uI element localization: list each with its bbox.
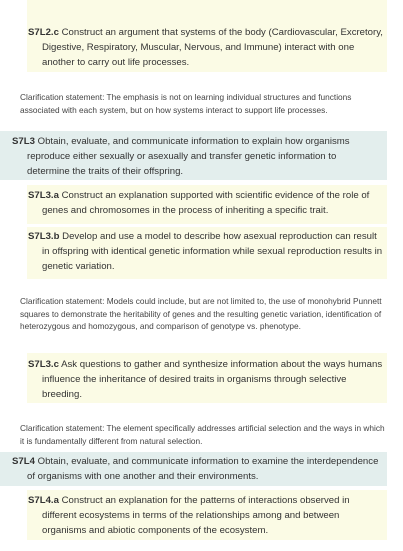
standard-s7l3 bbox=[0, 131, 387, 180]
element-code: S7L2.c bbox=[28, 27, 59, 38]
element-s7l3c bbox=[27, 353, 387, 403]
standard-code: S7L3 bbox=[12, 136, 35, 147]
element-code: S7L3.a bbox=[28, 190, 59, 201]
standard-code: S7L4 bbox=[12, 456, 35, 467]
standard-text: Obtain, evaluate, and communicate information to explain how organisms reproduce either sexually or asexually and transfer genetic information to determine the traits of their offspring. bbox=[27, 136, 350, 177]
clarification-statement: Clarification statement: The emphasis is not on learning individual structures and functions associated with each system, but on how systems interact to support life processes. bbox=[20, 92, 352, 115]
standard-s7l4 bbox=[0, 452, 387, 486]
element-text: Construct an explanation supported with scientific evidence of the role of genes and chromosomes in the process of inheriting a specific trait. bbox=[42, 190, 370, 216]
element-text: Ask questions to gather and synthesize information about the ways humans influence the inheritance of desired traits in organisms through selective breeding. bbox=[42, 359, 383, 400]
element-code: S7L4.a bbox=[28, 495, 59, 506]
clarification-statement: Clarification statement: Models could include, but are not limited to, the use of monohybrid Punnett squares to demonstrate the heritability of genes and the resulting genetic variation, identification of heterozygous and homozygous, and comparison of genotype vs. phenotype. bbox=[20, 296, 382, 332]
element-text: Construct an explanation for the patterns of interactions observed in different ecosystems in terms of the relationships among and between organisms and abiotic components of the ecosystem. bbox=[42, 495, 350, 536]
standard-text: Obtain, evaluate, and communicate information to examine the interdependence of organisms with one another and their environments. bbox=[27, 456, 379, 482]
element-s7l3a bbox=[27, 185, 387, 224]
element-s7l4a bbox=[27, 490, 387, 540]
clarification-statement: Clarification statement: The element specifically addresses artificial selection and the ways in which it is fundamentally different from natural selection. bbox=[20, 423, 385, 446]
element-s7l3b bbox=[27, 227, 387, 279]
element-text: Develop and use a model to describe how asexual reproduction can result in offspring with identical genetic information while sexual reproduction results in genetic variation. bbox=[42, 231, 383, 272]
element-code: S7L3.c bbox=[28, 359, 59, 370]
element-text: Construct an argument that systems of the body (Cardiovascular, Excretory, Digestive, Respiratory, Muscular, Nervous, and Immune) interact with one another to carry out life processes. bbox=[42, 27, 383, 68]
element-s7l2c bbox=[27, 0, 387, 72]
element-code: S7L3.b bbox=[28, 231, 60, 242]
